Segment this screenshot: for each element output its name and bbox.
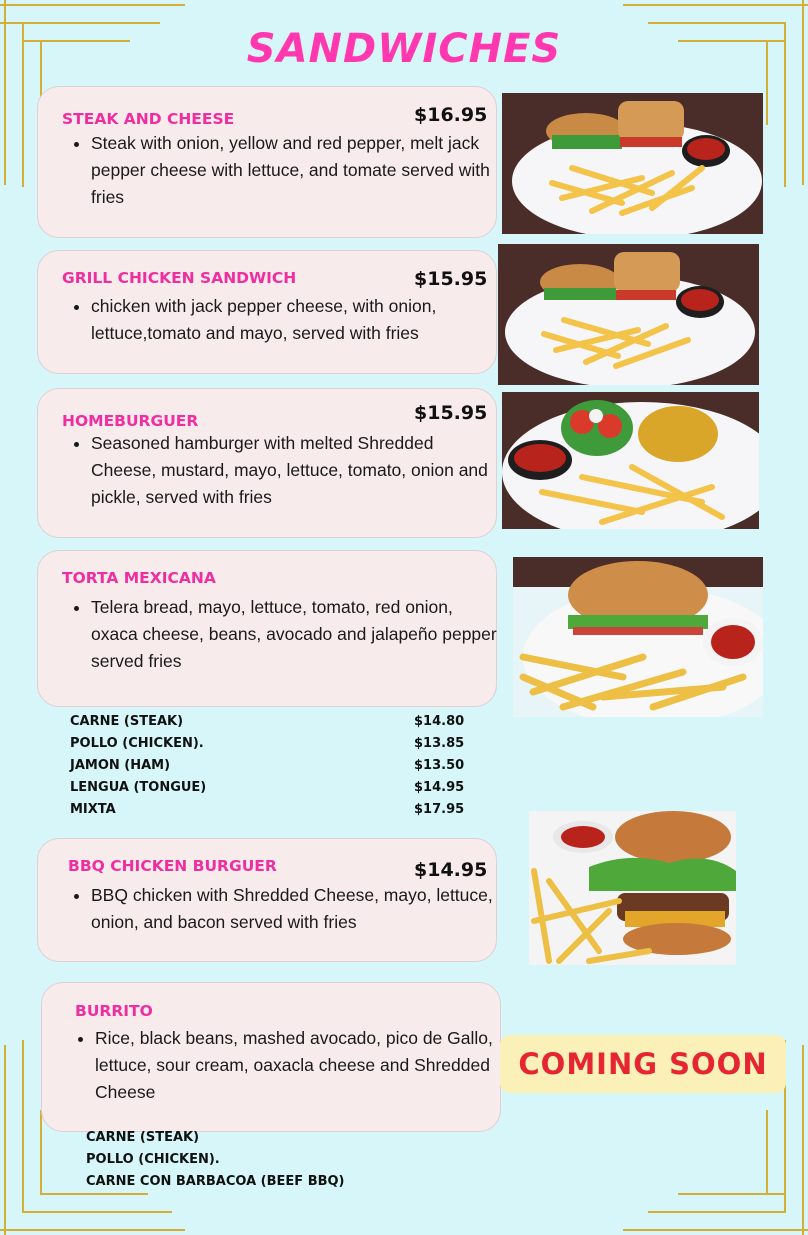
item-price: $14.95 bbox=[414, 859, 488, 881]
item-description: • chicken with jack pepper cheese, with onion, lettuce,tomato and mayo, served with fries bbox=[91, 293, 501, 347]
option-name: POLLO (CHICKEN). bbox=[86, 1152, 220, 1167]
steak-sandwich-photo bbox=[502, 93, 763, 234]
option-price: $13.50 bbox=[414, 758, 465, 773]
item-name: TORTA MEXICANA bbox=[62, 569, 216, 587]
item-name: BURRITO bbox=[75, 1002, 153, 1020]
item-description-list bbox=[67, 430, 501, 511]
item-name: STEAK AND CHEESE bbox=[62, 110, 235, 128]
option-price: $17.95 bbox=[414, 802, 465, 817]
item-price: $15.95 bbox=[414, 268, 488, 290]
item-description: • Steak with onion, yellow and red pepper, melt jack pepper cheese with lettuce, and tomate served with fries bbox=[91, 130, 501, 211]
item-description-list bbox=[67, 882, 501, 936]
option-price: $14.95 bbox=[414, 780, 465, 795]
option-name: MIXTA bbox=[70, 802, 116, 817]
item-name: GRILL CHICKEN SANDWICH bbox=[62, 269, 297, 287]
item-description: • BBQ chicken with Shredded Cheese, mayo, lettuce, onion, and bacon served with fries bbox=[91, 882, 501, 936]
option-name: LENGUA (TONGUE) bbox=[70, 780, 207, 795]
option-name: CARNE CON BARBACOA (BEEF BBQ) bbox=[86, 1174, 345, 1189]
item-description-list bbox=[67, 594, 501, 675]
coming-soon-badge: COMING SOON bbox=[500, 1035, 786, 1093]
item-description: • Seasoned hamburger with melted Shredded Cheese, mustard, mayo, lettuce, tomato, onion and pickle, served with fries bbox=[91, 430, 501, 511]
item-name: BBQ CHICKEN BURGUER bbox=[68, 857, 277, 875]
item-description-list bbox=[67, 130, 501, 211]
option-price: $13.85 bbox=[414, 736, 465, 751]
torta-mexicana-photo bbox=[513, 557, 763, 717]
homeburguer-photo bbox=[502, 392, 759, 529]
page-title: SANDWICHES bbox=[246, 26, 562, 72]
item-description: • Telera bread, mayo, lettuce, tomato, red onion, oxaca cheese, beans, avocado and jalapeño pepper served fries bbox=[91, 594, 501, 675]
bbq-chicken-burguer-photo bbox=[529, 811, 736, 965]
item-price: $15.95 bbox=[414, 402, 488, 424]
item-description: • Rice, black beans, mashed avocado, pico de Gallo, lettuce, sour cream, oaxacla cheese and Shredded Cheese bbox=[95, 1025, 495, 1106]
option-name: CARNE (STEAK) bbox=[70, 714, 184, 729]
item-description-list bbox=[67, 293, 501, 347]
grill-chicken-photo bbox=[498, 244, 759, 385]
item-price: $16.95 bbox=[414, 104, 488, 126]
item-name: HOMEBURGUER bbox=[62, 412, 199, 430]
option-name: JAMON (HAM) bbox=[70, 758, 171, 773]
option-price: $14.80 bbox=[414, 714, 465, 729]
option-name: CARNE (STEAK) bbox=[86, 1130, 200, 1145]
option-name: POLLO (CHICKEN). bbox=[70, 736, 204, 751]
item-description-list bbox=[71, 1025, 495, 1106]
